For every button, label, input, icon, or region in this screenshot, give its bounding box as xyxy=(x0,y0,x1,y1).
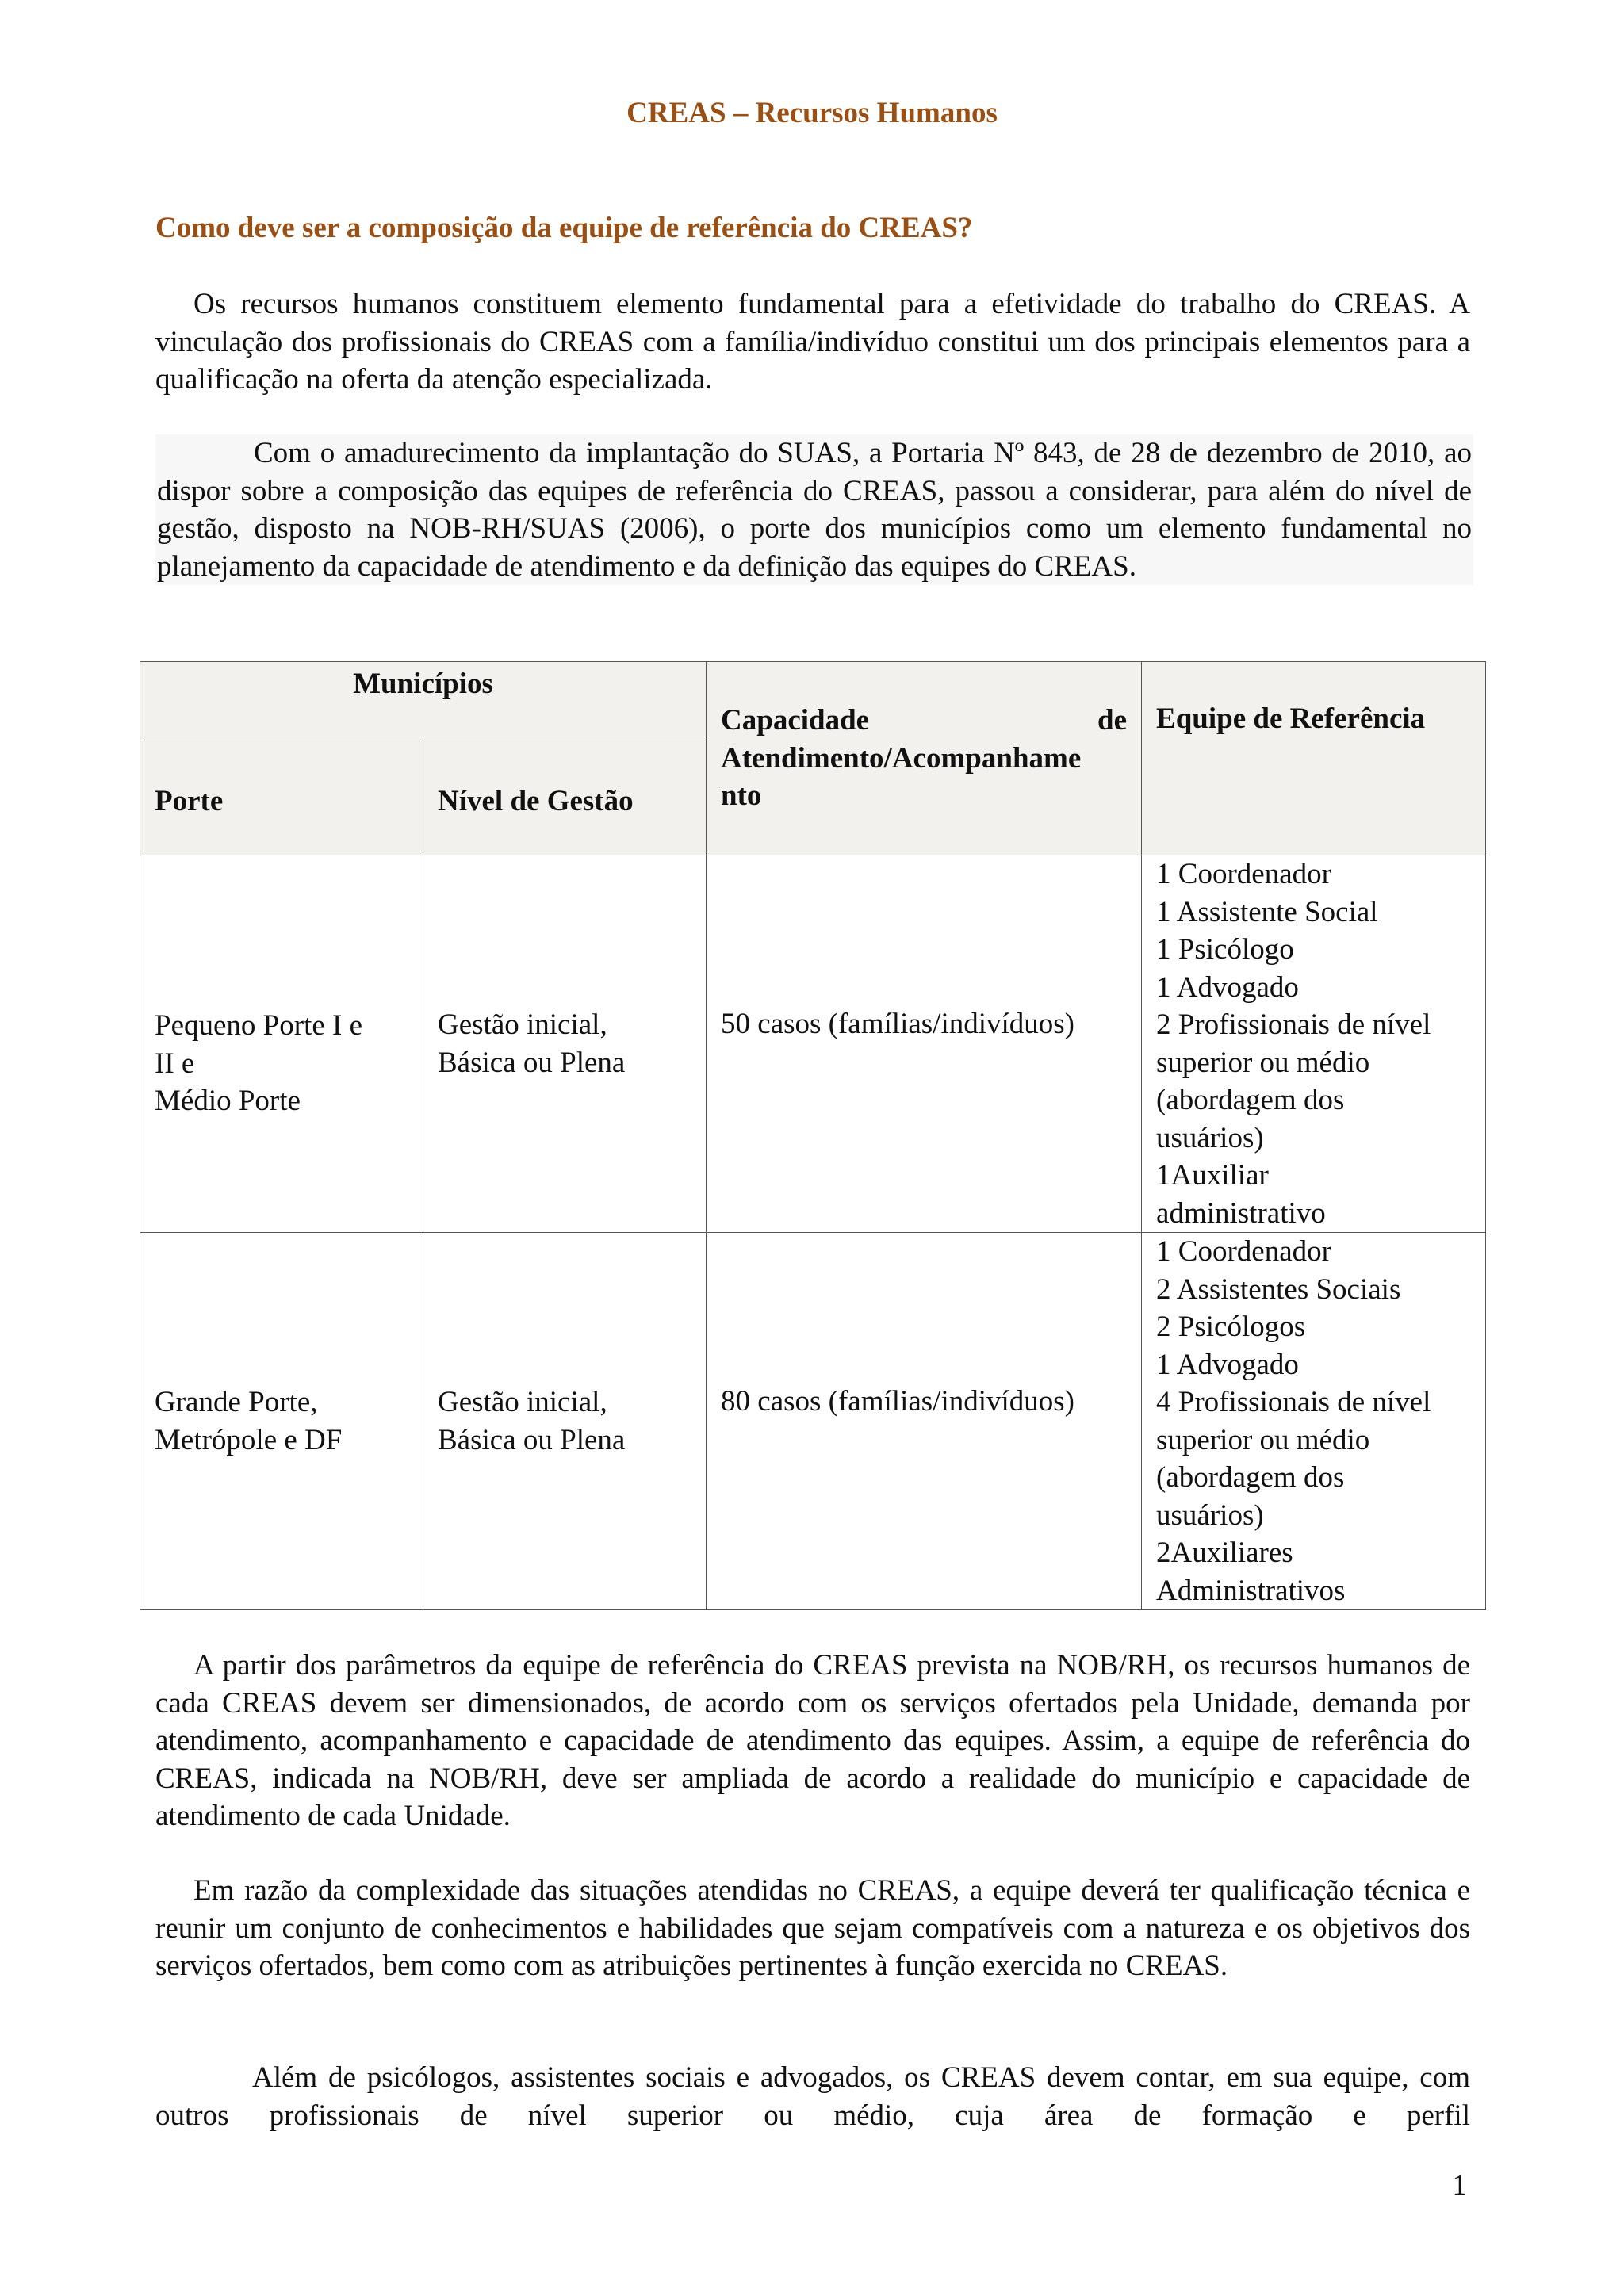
cell-capacidade: 80 casos (famílias/indivíduos) xyxy=(707,1233,1142,1610)
header-capacidade xyxy=(707,662,1142,855)
header-capacidade-word-1: Capacidade xyxy=(721,704,870,737)
page-title: CREAS – Recursos Humanos xyxy=(626,97,998,129)
paragraph-5: Além de psicólogos, assistentes sociais e advogados, os CREAS devem contar, em sua equipe, com outros profissionais de nível superior ou médio, cuja área de formação e perfil xyxy=(155,2061,1470,2132)
header-capacidade-line-2: Atendimento/Acompanhame xyxy=(721,741,1082,775)
section-heading: Como deve ser a composição da equipe de referência do CREAS? xyxy=(155,212,973,244)
table-row xyxy=(140,855,1486,1233)
paragraph-4: Em razão da complexidade das situações atendidas no CREAS, a equipe deverá ter qualificação técnica e reunir um conjunto de conhecimentos e habilidades que sejam compatíveis com a natureza e os objetivos dos serviços ofertados, bem como com as atribuições pertinentes à função exercida no CREAS. xyxy=(155,1874,1470,1982)
header-capacidade-line-3: nto xyxy=(721,779,762,813)
cell-capacidade: 50 casos (famílias/indivíduos) xyxy=(707,855,1142,1233)
header-gestao: Nível de Gestão xyxy=(423,740,707,855)
cell-equipe: 1 Coordenador 1 Assistente Social 1 Psicólogo 1 Advogado 2 Profissionais de nível superior ou médio (abordagem dos usuários) 1Auxiliar administrativo xyxy=(1142,855,1486,1233)
reference-team-table xyxy=(140,661,1486,1610)
paragraph-2: Com o amadurecimento da implantação do SUAS, a Portaria Nº 843, de 28 de dezembro de 2010, ao dispor sobre a composição das equipes de referência do CREAS, passou a considerar, para além do nível de gestão, disposto na NOB-RH/SUAS (2006), o porte dos municípios como um elemento fundamental no planejamento da capacidade de atendimento e da definição das equipes do CREAS. xyxy=(155,434,1473,585)
paragraph-1: Os recursos humanos constituem elemento fundamental para a efetividade do trabalho do CREAS. A vinculação dos profissionais do CREAS com a família/indivíduo constitui um dos principais elementos para a qualificação na oferta da atenção especializada. xyxy=(155,288,1470,396)
header-capacidade-word-2: de xyxy=(1097,704,1128,737)
cell-porte: Grande Porte, Metrópole e DF xyxy=(140,1233,423,1610)
table-row xyxy=(140,1233,1486,1610)
cell-gestao: Gestão inicial, Básica ou Plena xyxy=(423,1233,707,1610)
header-municipios: Municípios xyxy=(140,662,707,740)
cell-porte: Pequeno Porte I e II e Médio Porte xyxy=(140,855,423,1233)
header-porte: Porte xyxy=(140,740,423,855)
cell-gestao: Gestão inicial, Básica ou Plena xyxy=(423,855,707,1233)
header-equipe: Equipe de Referência xyxy=(1142,662,1486,855)
table-header-row-1 xyxy=(140,662,1486,740)
paragraph-3: A partir dos parâmetros da equipe de referência do CREAS prevista na NOB/RH, os recursos humanos de cada CREAS devem ser dimensionados, de acordo com os serviços ofertados pela Unidade, demanda por atendimento, acompanhamento e capacidade de atendimento das equipes. Assim, a equipe de referência do CREAS, indicada na NOB/RH, deve ser ampliada de acordo a realidade do município e capacidade de atendimento de cada Unidade. xyxy=(155,1649,1470,1832)
cell-equipe: 1 Coordenador 2 Assistentes Sociais 2 Psicólogos 1 Advogado 4 Profissionais de nível superior ou médio (abordagem dos usuários) 2Auxiliares Administrativos xyxy=(1142,1233,1486,1610)
page-number: 1 xyxy=(1452,2169,1467,2202)
